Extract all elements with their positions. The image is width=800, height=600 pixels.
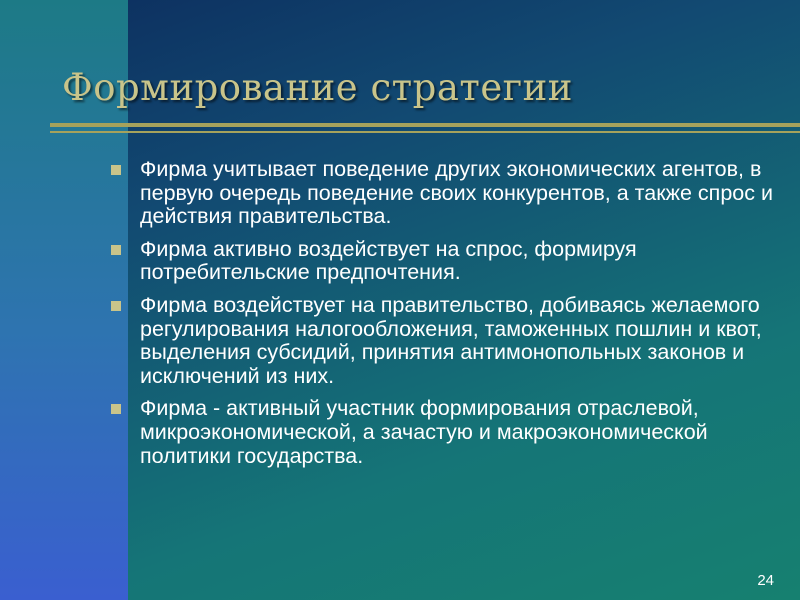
bullet-list	[111, 158, 783, 477]
bullet-item	[111, 238, 783, 285]
bullet-item	[111, 158, 783, 229]
square-bullet-icon	[111, 404, 121, 414]
slide-title: Формирование стратегии	[62, 66, 573, 109]
title-underline-thick	[50, 123, 800, 127]
title-underline-thin	[50, 131, 800, 133]
bullet-item	[111, 294, 783, 388]
page-number: 24	[757, 572, 774, 589]
bullet-text: Фирма - активный участник формирования отраслевой, микроэкономической, а зачастую и макроэкономической политики государства.	[140, 396, 708, 468]
bullet-item	[111, 397, 783, 468]
square-bullet-icon	[111, 301, 121, 311]
bullet-text: Фирма учитывает поведение других экономических агентов, в первую очередь поведение своих конкурентов, а также спрос и действия правительства.	[140, 157, 773, 229]
square-bullet-icon	[111, 245, 121, 255]
square-bullet-icon	[111, 165, 121, 175]
bullet-text: Фирма активно воздействует на спрос, формируя потребительские предпочтения.	[140, 236, 637, 285]
bullet-text: Фирма воздействует на правительство, добиваясь желаемого регулирования налогообложения, таможенных пошлин и квот, выделения субсидий, принятия антимонопольных законов и исключений из них.	[140, 292, 762, 388]
